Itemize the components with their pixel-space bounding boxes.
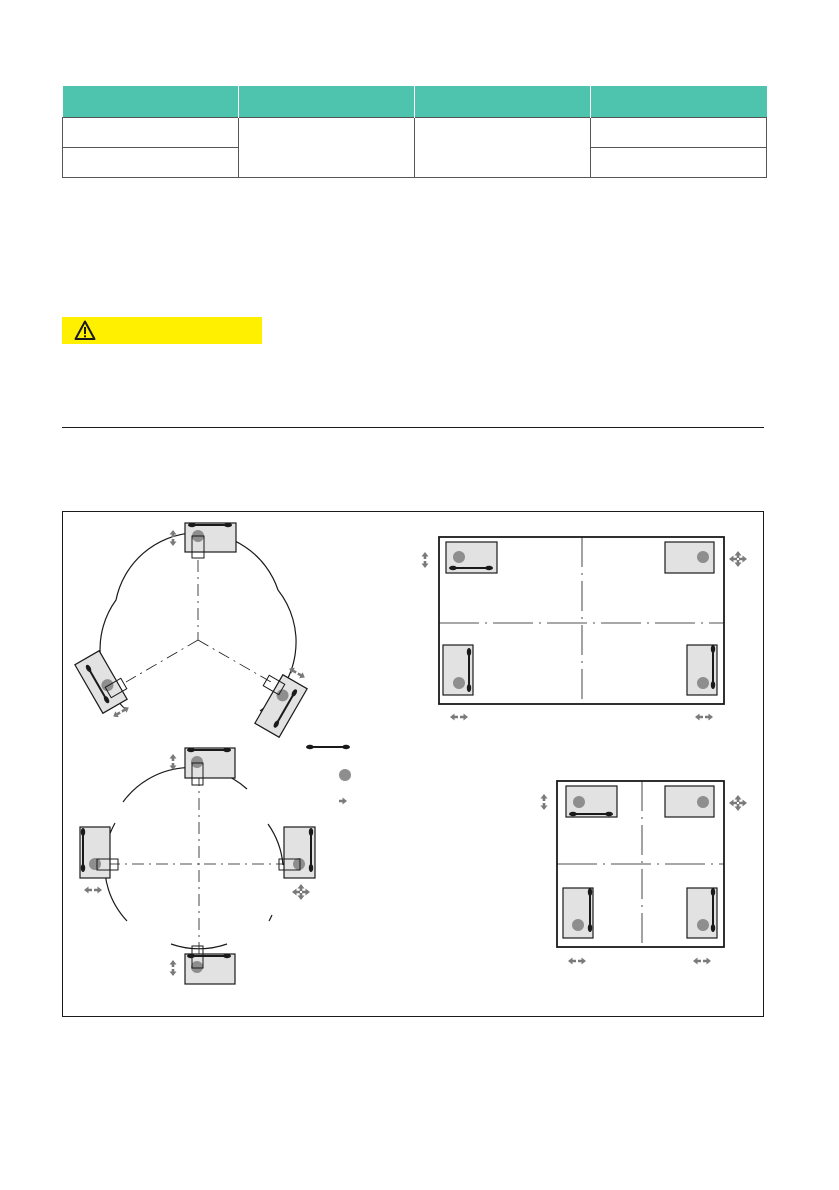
sensor-right bbox=[279, 827, 315, 900]
spec-table-cell-merged bbox=[415, 118, 591, 178]
adjustment-arrow-icon bbox=[339, 798, 347, 805]
sensor-lower-right bbox=[255, 675, 307, 737]
adjust-arrow-icon bbox=[170, 530, 177, 546]
rectangular-layout-small bbox=[541, 781, 748, 965]
spec-table-header-2 bbox=[239, 86, 415, 118]
cable-connector-icon bbox=[306, 745, 350, 749]
spec-table bbox=[62, 86, 767, 178]
sensor-bottom bbox=[170, 946, 236, 984]
sensor-top bbox=[170, 523, 237, 558]
sensor-top bbox=[170, 748, 236, 785]
mounting-diagram bbox=[62, 511, 764, 1017]
spec-table-cell-merged bbox=[239, 118, 415, 178]
rectangular-layout-large bbox=[422, 537, 748, 721]
spec-table-header-3 bbox=[415, 86, 591, 118]
mounting-diagram-graphic bbox=[63, 512, 765, 1018]
sensor-lower-left bbox=[75, 651, 127, 713]
circular-layout-four-sensors bbox=[80, 748, 315, 984]
spec-table-header-1 bbox=[63, 86, 239, 118]
sensor-dot-icon bbox=[339, 769, 351, 781]
diagram-legend bbox=[306, 745, 351, 805]
warning-triangle-icon bbox=[74, 320, 96, 341]
sensor-left bbox=[80, 827, 118, 894]
section-divider bbox=[62, 427, 764, 428]
spec-table-row bbox=[63, 118, 767, 148]
spec-table-cell bbox=[591, 118, 767, 148]
spec-table-cell bbox=[63, 148, 239, 178]
spec-table-cell bbox=[63, 118, 239, 148]
spec-table-header-4 bbox=[591, 86, 767, 118]
caution-badge bbox=[62, 317, 262, 344]
page-number bbox=[772, 6, 786, 62]
circular-layout-three-sensors bbox=[75, 523, 307, 737]
spec-table-cell bbox=[591, 148, 767, 178]
spec-table-header-row bbox=[63, 86, 767, 118]
